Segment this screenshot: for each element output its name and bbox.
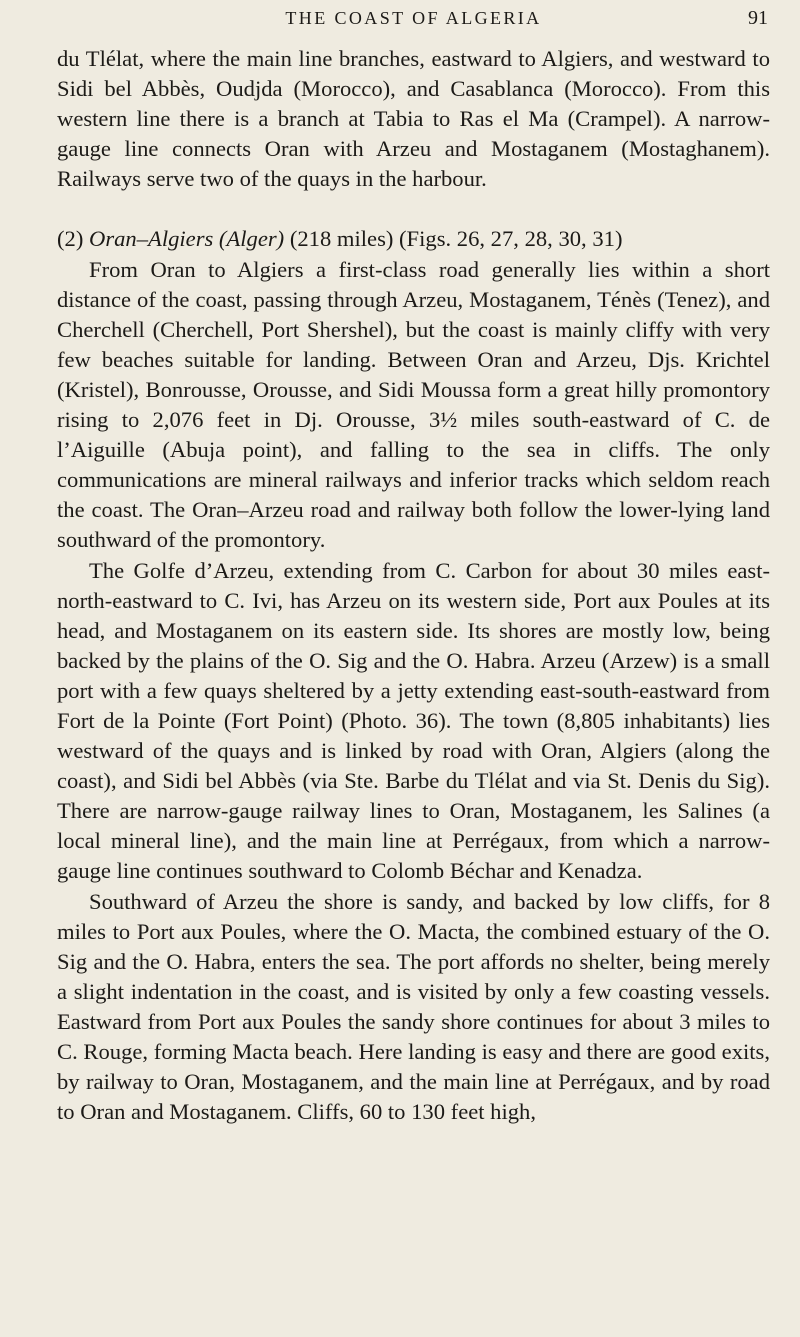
paragraph-golfe-d-arzeu: The Golfe d’Arzeu, extending from C. Carbon for about 30 miles east-north-eastward to C. Ivi, has Arzeu on its western side, Port aux Poules at its head, and Mostaganem on its eastern side. Its shores are mostly low, being backed by the plains of the O. Sig and the O. Habra. Arzeu (Arzew) is a small port with a few quays sheltered by a jetty extending east-south-eastward from Fort de la Pointe (Fort Point) (Photo. 36). The town (8,805 inhabitants) lies westward of the quays and is linked by road with Oran, Algiers (along the coast), and Sidi bel Abbès (via Ste. Barbe du Tlélat and via St. Denis du Sig). There are narrow-gauge railway lines to Oran, Mostaganem, les Salines (a local mineral line), and the main line at Perrégaux, from which a narrow-gauge line continues southward to Colomb Béchar and Kenadza.: [57, 557, 770, 884]
running-head: [57, 0, 770, 40]
page-number: 91: [748, 7, 768, 29]
section-details: (218 miles) (Figs. 26, 27, 28, 30, 31): [289, 226, 623, 252]
paragraph-port-aux-poules: Southward of Arzeu the shore is sandy, and backed by low cliffs, for 8 miles to Port aux Poules, where the O. Macta, the combined estuary of the O. Sig and the O. Habra, enters the sea. The port affords no shelter, being merely a slight indentation in the coast, and is visited by only a few coasting vessels. Eastward from Port aux Poules the sandy shore continues for about 3 miles to C. Rouge, forming Macta beach. Here landing is easy and there are good exits, by railway to Oran, Mostaganem, and the main line at Perrégaux, and by road to Oran and Mostaganem. Cliffs, 60 to 130 feet high,: [57, 888, 770, 1125]
section-heading: [57, 224, 770, 254]
section-title: Oran–Algiers (Alger): [89, 226, 285, 252]
running-title: THE COAST OF ALGERIA: [285, 8, 542, 28]
paragraph-continued: du Tlélat, where the main line branches, eastward to Algiers, and westward to Sidi bel Abbès, Oudjda (Morocco), and Casablanca (Morocco). From this western line there is a branch at Tabia to Ras el Ma (Crampel). A narrow-gauge line connects Oran with Arzeu and Mostaganem (Mostaghanem). Railways serve two of the quays in the harbour.: [57, 46, 770, 192]
section-number: (2): [57, 226, 84, 252]
paragraph-oran-algiers-road: From Oran to Algiers a first-class road generally lies within a short distance of the coast, passing through Arzeu, Mostaganem, Ténès (Tenez), and Cherchell (Cherchell, Port Shershel), but the coast is mainly cliffy with very few beaches suitable for landing. Between Oran and Arzeu, Djs. Krichtel (Kristel), Bonrousse, Orousse, and Sidi Moussa form a great hilly promontory rising to 2,076 feet in Dj. Orousse, 3½ miles south-eastward of C. de l’Aiguille (Abuja point), and falling to the sea in cliffs. The only communications are mineral railways and inferior tracks which seldom reach the coast. The Oran–Arzeu road and railway both follow the lower-lying land southward of the promontory.: [57, 256, 770, 553]
